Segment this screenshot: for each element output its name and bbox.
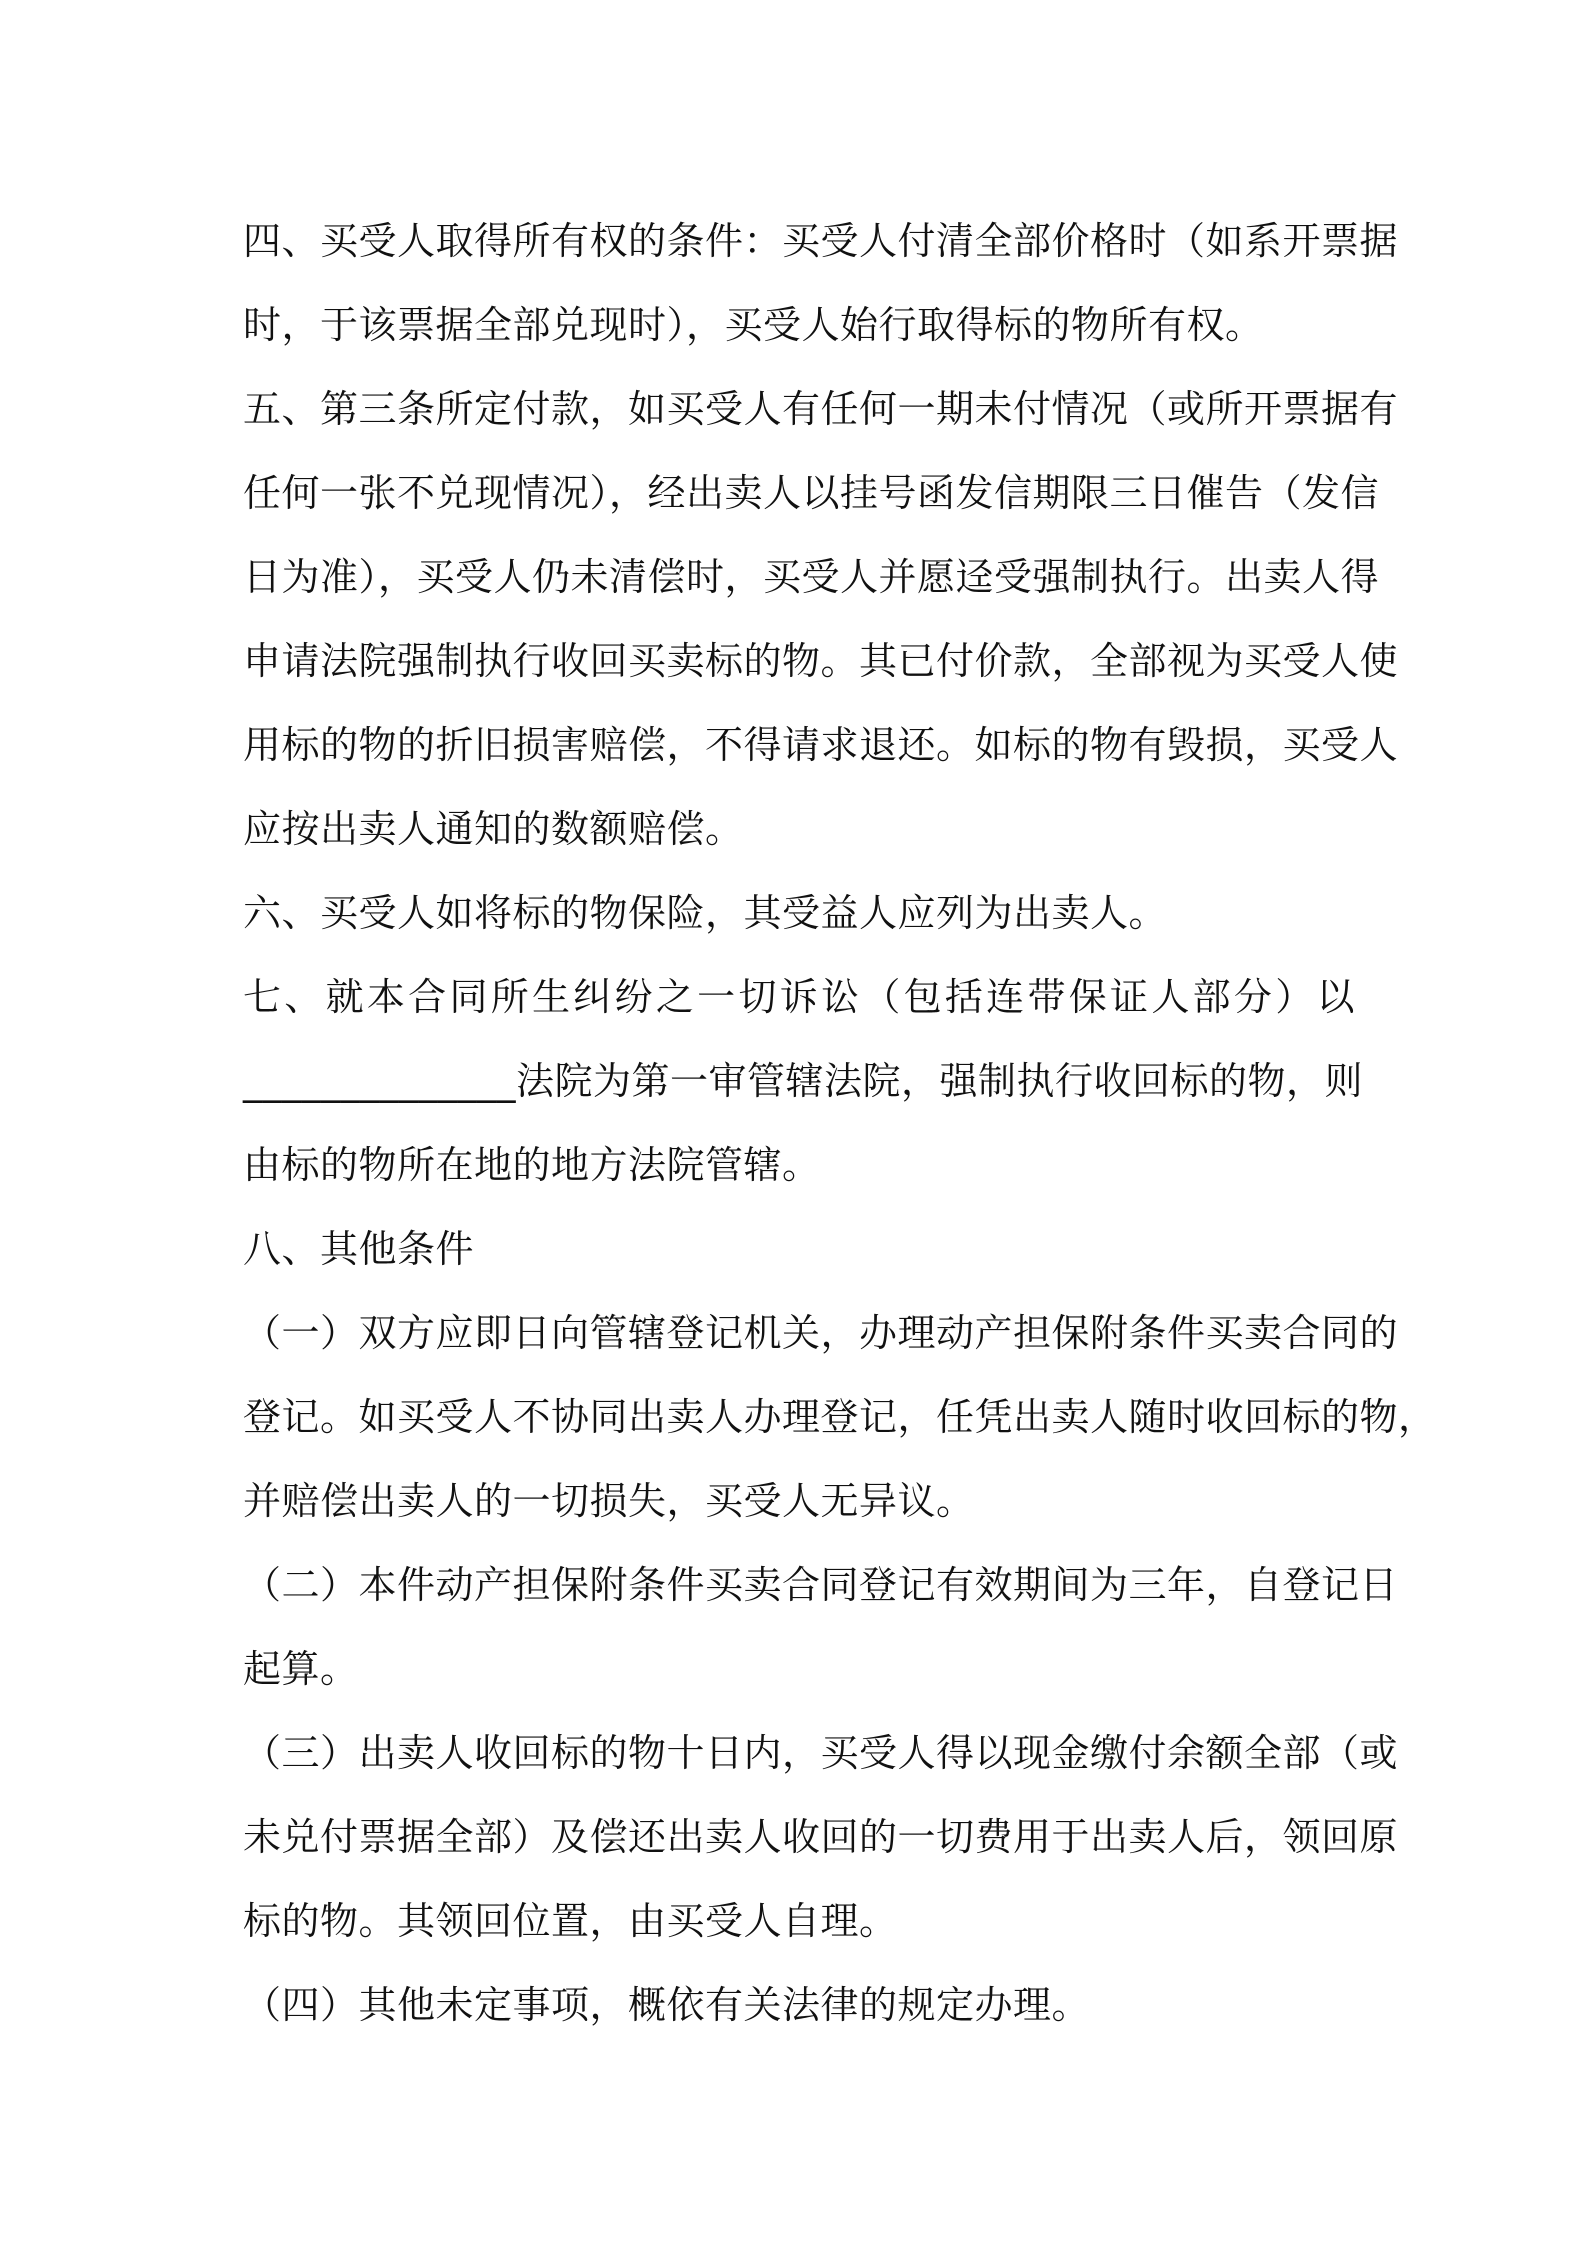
clause-5-line-6: 应按出卖人通知的数额赔偿。 (243, 807, 744, 851)
clause-8-3-line-1: （三）出卖人收回标的物十日内，买受人得以现金缴付余额全部（或 (243, 1731, 1399, 1775)
clause-8-3-line-3: 标的物。其领回位置，由买受人自理。 (243, 1899, 898, 1943)
clause-4-line-1: 四、买受人取得所有权的条件：买受人付清全部价格时（如系开票据 (243, 219, 1399, 263)
clause-5-line-2: 任何一张不兑现情况），经出卖人以挂号函发信期限三日催告（发信 (243, 471, 1380, 515)
clause-7-line-3: 由标的物所在地的地方法院管辖。 (243, 1143, 821, 1187)
clause-8-3-line-2: 未兑付票据全部）及偿还出卖人收回的一切费用于出卖人后，领回原 (243, 1815, 1399, 1859)
clause-5-line-1: 五、第三条所定付款，如买受人有任何一期未付情况（或所开票据有 (243, 387, 1399, 431)
clause-8-heading: 八、其他条件 (243, 1227, 475, 1271)
clause-5-line-5: 用标的物的折旧损害赔偿，不得请求退还。如标的物有毁损，买受人 (243, 723, 1399, 767)
clause-8-1-line-3: 并赔偿出卖人的一切损失，买受人无异议。 (243, 1479, 975, 1523)
clause-6-line-1: 六、买受人如将标的物保险，其受益人应列为出卖人。 (243, 891, 1168, 935)
clause-8-2-line-1: （二）本件动产担保附条件买卖合同登记有效期间为三年，自登记日 (243, 1563, 1399, 1607)
clause-4-line-2: 时，于该票据全部兑现时），买受人始行取得标的物所有权。 (243, 303, 1264, 347)
clause-8-4-line-1: （四）其他未定事项，概依有关法律的规定办理。 (243, 1983, 1091, 2027)
clause-7-line-2: ______________法院为第一审管辖法院，强制执行收回标的物，则 (243, 1059, 1364, 1103)
clause-8-1-line-2: 登记。如买受人不协同出卖人办理登记，任凭出卖人随时收回标的物， (243, 1395, 1437, 1439)
clause-7-line-1: 七、就本合同所生纠纷之一切诉讼（包括连带保证人部分）以 (243, 975, 1355, 1019)
contract-page (243, 199, 1437, 2047)
clause-5-line-4: 申请法院强制执行收回买卖标的物。其已付价款，全部视为买受人使 (243, 639, 1399, 683)
clause-8-2-line-2: 起算。 (243, 1647, 359, 1691)
clause-8-1-line-1: （一）双方应即日向管辖登记机关，办理动产担保附条件买卖合同的 (243, 1311, 1399, 1355)
clause-5-line-3: 日为准），买受人仍未清偿时，买受人并愿迳受强制执行。出卖人得 (243, 555, 1380, 599)
